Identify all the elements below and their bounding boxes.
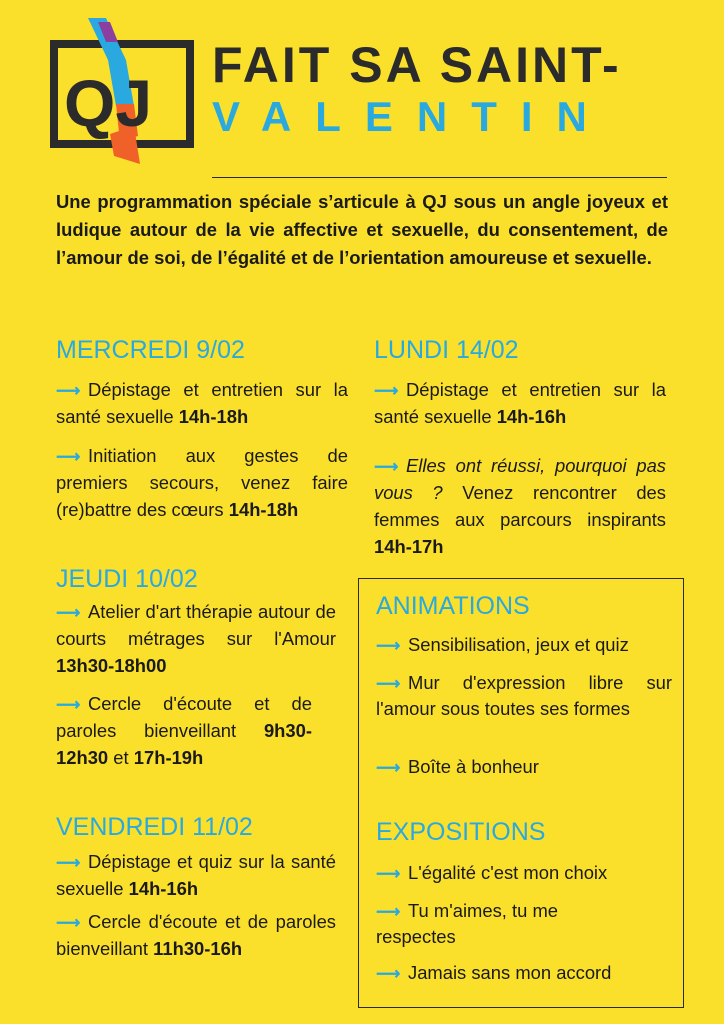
title-divider xyxy=(212,177,667,178)
day-title-vendredi: VENDREDI 11/02 xyxy=(56,813,253,841)
list-item: ⟶ Dépistage et entretien sur la santé sexuelle 14h-16h xyxy=(374,379,666,427)
list-item: ⟶ Elles ont réussi, pourquoi pas vous ? Venez rencontrer des femmes aux parcours inspirants 14h-17h xyxy=(374,455,666,557)
list-item: ⟶ Sensibilisation, jeux et quiz xyxy=(376,634,629,655)
list-item: ⟶ Dépistage et quiz sur la santé sexuelle 14h-16h xyxy=(56,851,336,899)
intro-paragraph: Une programmation spéciale s’articule à QJ sous un angle joyeux et ludique autour de la vie affective et sexuelle, du consentement, de l’amour de soi, de l’égalité et de l’orientation amoureuse et sexuelle. xyxy=(56,191,668,268)
list-item: ⟶ Cercle d'écoute et de paroles bienveillant 11h30-16h xyxy=(56,911,336,959)
arrow-icon: ⟶ xyxy=(374,457,399,476)
arrow-icon: ⟶ xyxy=(376,964,401,983)
list-item: ⟶ Initiation aux gestes de premiers secours, venez faire (re)battre des cœurs 14h-18h xyxy=(56,445,348,520)
arrow-icon: ⟶ xyxy=(376,758,401,777)
title-line-2: VALENTIN xyxy=(212,93,611,140)
arrow-icon: ⟶ xyxy=(374,381,399,400)
arrow-icon: ⟶ xyxy=(56,695,81,714)
list-item: ⟶ L'égalité c'est mon choix xyxy=(376,862,608,883)
arrow-icon: ⟶ xyxy=(376,674,401,693)
section-title-animations: ANIMATIONS xyxy=(376,592,530,620)
list-item: ⟶ Tu m'aimes, tu me respectes xyxy=(376,900,558,947)
day-title-lundi: LUNDI 14/02 xyxy=(374,336,519,364)
list-item: ⟶ Mur d'expression libre sur l'amour sous toutes ses formes xyxy=(376,672,672,719)
title-line-1: FAIT SA SAINT- xyxy=(212,37,622,93)
qj-logo xyxy=(48,16,198,166)
list-item: ⟶ Atelier d'art thérapie autour de courts métrages sur l'Amour 13h30-18h00 xyxy=(56,601,336,676)
list-item: ⟶ Boîte à bonheur xyxy=(376,756,539,777)
section-title-expositions: EXPOSITIONS xyxy=(376,818,546,846)
list-item: ⟶ Jamais sans mon accord xyxy=(376,962,612,983)
arrow-icon: ⟶ xyxy=(56,603,81,622)
day-title-jeudi: JEUDI 10/02 xyxy=(56,565,198,593)
arrow-icon: ⟶ xyxy=(56,913,81,932)
arrow-icon: ⟶ xyxy=(56,853,81,872)
arrow-icon: ⟶ xyxy=(376,902,401,921)
list-item: ⟶ Dépistage et entretien sur la santé sexuelle 14h-18h xyxy=(56,379,348,427)
arrow-icon: ⟶ xyxy=(376,864,401,883)
list-item: ⟶ Cercle d'écoute et de paroles bienveillant 9h30-12h30 et 17h-19h xyxy=(56,693,312,768)
arrow-icon: ⟶ xyxy=(56,447,81,466)
logo-text: QJ xyxy=(64,66,153,140)
arrow-icon: ⟶ xyxy=(376,636,401,655)
arrow-icon: ⟶ xyxy=(56,381,81,400)
day-title-mercredi: MERCREDI 9/02 xyxy=(56,336,245,364)
